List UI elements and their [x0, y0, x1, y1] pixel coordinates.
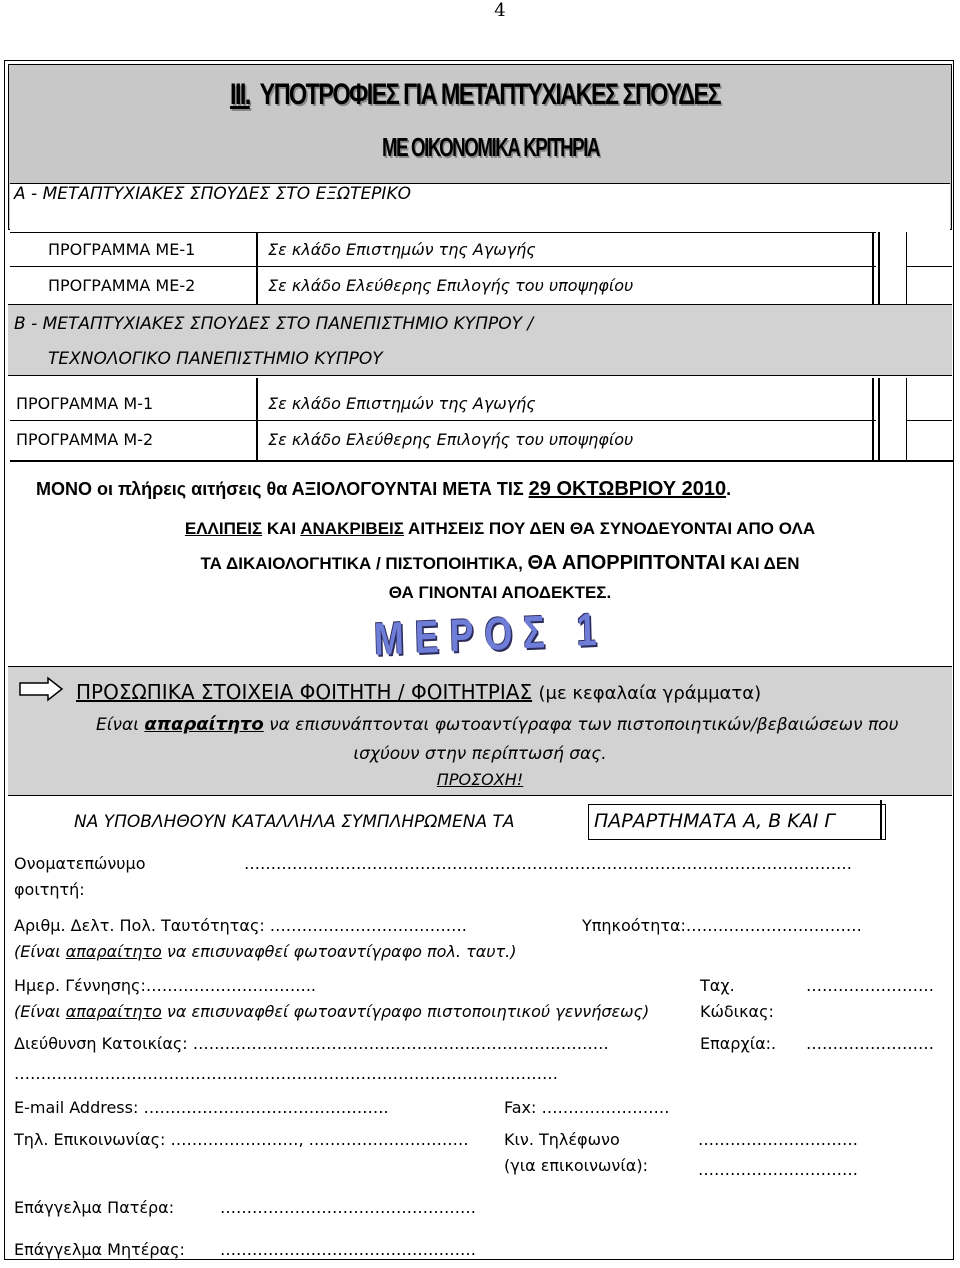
appendices-label: ΠΑΡΑΡΤΗΜΑΤΑ Α, Β ΚΑΙ Γ: [594, 810, 835, 832]
note-text: (Είναι: [14, 942, 66, 961]
id-number-field[interactable]: Αριθμ. Δελτ. Πολ. Ταυτότητας: ……………………………….: [14, 916, 467, 935]
section-a-title: Α - ΜΕΤΑΠΤΥΧΙΑΚΕΣ ΣΠΟΥΔΕΣ ΣΤΟ ΕΞΩΤΕΡΙΚΟ: [14, 184, 411, 204]
personal-heading: [76, 680, 761, 704]
phone-field[interactable]: Τηλ. Επικοινωνίας: ……………………, …………………………: [14, 1130, 469, 1149]
attention-label: ΠΡΟΣΟΧΗ!: [436, 770, 524, 789]
checkbox-m2[interactable]: [908, 422, 950, 458]
name-label: Ονοματεπώνυμο: [14, 854, 146, 873]
program-field: Σε κλάδο Ελεύθερης Επιλογής του υποψηφίου: [268, 276, 634, 295]
district-field[interactable]: ……………………: [806, 1034, 934, 1053]
mother-occupation-field[interactable]: …………………………………………: [220, 1240, 476, 1259]
table-divider: [906, 232, 907, 304]
req-emphasis: απαραίτητο: [144, 714, 264, 735]
req-text: να επισυνάπτονται φωτοαντίγραφα των πιστοποιητικών/βεβαιώσεων που: [263, 715, 899, 735]
notice-text: ΚΑΙ ΔΕΝ: [725, 554, 800, 573]
note-text: να επισυναφθεί φωτοαντίγραφο πολ. ταυτ.): [161, 942, 517, 961]
table-divider: [878, 232, 880, 304]
table-line: [10, 232, 876, 233]
personal-heading-text: ΠΡΟΣΩΠΙΚΑ ΣΤΟΙΧΕΙΑ ΦΟΙΤΗΤΗ / ΦΟΙΤΗΤΡΙΑΣ: [76, 680, 533, 704]
notice-line: ΘΑ ΓΙΝΟΝΤΑΙ ΑΠΟΔΕΚΤΕΣ.: [388, 583, 612, 602]
notice-line: [40, 546, 960, 581]
notice-word: ΕΛΛΙΠΕΙΣ: [184, 519, 263, 538]
rejection-notice: [40, 512, 960, 605]
id-note: [14, 942, 517, 961]
program-label: ΠΡΟΓΡΑΜΜΑ ΜΕ-2: [48, 276, 196, 295]
dob-note: [14, 1002, 649, 1021]
address-field-line2[interactable]: …………………………………………………………………………………………: [14, 1064, 558, 1083]
notice-period: .: [726, 479, 732, 499]
notice-text: ΤΑ ΔΙΚΑΙΟΛΟΓΗΤΙΚΑ / ΠΙΣΤΟΠΟΙΗΤΙΚΑ,: [200, 554, 528, 573]
section-subtitle: ΜΕ ΟΙΚΟΝΟΜΙΚΑ ΚΡΙΤΗΡΙΑ: [382, 132, 600, 162]
note-emphasis: απαραίτητο: [65, 1002, 162, 1021]
table-line: [10, 266, 876, 267]
checkbox-m1[interactable]: [908, 380, 950, 418]
deadline-date: 29 ΟΚΤΩΒΡΙΟΥ 2010: [528, 478, 727, 500]
note-text: να επισυναφθεί φωτοαντίγραφο πιστοποιητικού γεννήσεως): [161, 1002, 650, 1021]
notice-word: ΚΑΙ: [262, 519, 301, 538]
section-b-title: Β - ΜΕΤΑΠΤΥΧΙΑΚΕΣ ΣΠΟΥΔΕΣ ΣΤΟ ΠΑΝΕΠΙΣΤΗΜΙΟ ΚΥΠΡΟΥ /: [14, 314, 534, 334]
program-field: Σε κλάδο Επιστημών της Αγωγής: [268, 394, 536, 413]
part-title: ΜΕΡΟΣ 1: [373, 602, 609, 665]
district-label: Επαρχία:.: [700, 1034, 777, 1053]
note-text: (Είναι: [14, 1002, 66, 1021]
table-line: [10, 460, 954, 462]
program-label: ΠΡΟΓΡΑΜΜΑ ΜΕ-1: [48, 240, 196, 259]
checkbox-me2[interactable]: [908, 268, 950, 302]
table-divider: [906, 378, 907, 460]
program-field: Σε κλάδο Επιστημών της Αγωγής: [268, 240, 536, 259]
mobile-field-line2[interactable]: …………………………: [698, 1160, 858, 1179]
table-divider: [872, 232, 874, 304]
name-field[interactable]: ……………………………………………………………………………………………………: [244, 854, 852, 873]
notice-line: [40, 512, 960, 546]
evaluation-notice: [36, 478, 731, 501]
note-emphasis: απαραίτητο: [65, 942, 162, 961]
table-divider: [878, 378, 880, 460]
postal-label: Ταχ.: [700, 976, 735, 995]
notice-text: ΑΙΤΗΣΕΙΣ ΠΟΥ ΔΕΝ ΘΑ ΣΥΝΟΔΕΥΟΝΤΑΙ ΑΠΟ ΟΛΑ: [403, 519, 816, 538]
mobile-label-line2: (για επικοινωνία):: [504, 1156, 648, 1175]
section-title-text: ΥΠΟΤΡΟΦΙΕΣ ΓΙΑ ΜΕΤΑΠΤΥΧΙΑΚΕΣ ΣΠΟΥΔΕΣ: [259, 78, 720, 111]
father-occupation-field[interactable]: …………………………………………: [220, 1198, 476, 1217]
email-field[interactable]: E-mail Address: ……………………………………….: [14, 1098, 389, 1117]
requirement-note: [96, 714, 898, 735]
notice-text: ΜΟΝΟ οι πλήρεις αιτήσεις θα ΑΞΙΟΛΟΓΟΥΝΤΑΙ ΜΕΤΑ ΤΙΣ: [36, 479, 529, 499]
arrow-right-icon: [18, 676, 64, 706]
checkbox-line: [906, 266, 952, 267]
program-label: ΠΡΟΓΡΑΜΜΑ Μ-1: [16, 394, 154, 413]
table-divider: [872, 378, 874, 460]
postal-field[interactable]: ……………………: [806, 976, 934, 995]
mother-occupation-label: Επάγγελμα Μητέρας:: [14, 1240, 185, 1259]
notice-word: ΑΝΑΚΡΙΒΕΙΣ: [300, 519, 404, 538]
box-edge: [880, 800, 882, 840]
req-text: Είναι: [96, 715, 145, 735]
mobile-label: Κιν. Τηλέφωνο: [504, 1130, 620, 1149]
fax-field[interactable]: Fax: ……………………: [504, 1098, 670, 1117]
checkbox-me1[interactable]: [908, 234, 950, 264]
citizenship-field[interactable]: Υπηκοότητα:……………………………: [582, 916, 862, 935]
requirement-note-line2: ισχύουν στην περίπτωσή σας.: [353, 744, 607, 764]
section-number: III.: [230, 78, 250, 111]
address-field[interactable]: Διεύθυνση Κατοικίας: ……………………………………………………………………: [14, 1034, 609, 1053]
section-title: [230, 78, 720, 112]
postal-label-line2: Κώδικας:: [700, 1002, 774, 1021]
table-divider: [256, 378, 258, 460]
table-divider: [256, 232, 258, 304]
program-field: Σε κλάδο Ελεύθερης Επιλογής του υποψηφίου: [268, 430, 634, 449]
page-number: 4: [494, 0, 506, 21]
heading-note: (με κεφαλαία γράμματα): [538, 683, 762, 704]
submit-instruction: ΝΑ ΥΠΟΒΛΗΘΟΥΝ ΚΑΤΑΛΛΗΛΑ ΣΥΜΠΛΗΡΩΜΕΝΑ ΤΑ: [74, 812, 515, 832]
program-label: ΠΡΟΓΡΑΜΜΑ Μ-2: [16, 430, 154, 449]
notice-emphasis: ΘΑ ΑΠΟΡΡΙΠΤΟΝΤΑΙ: [527, 552, 726, 574]
checkbox-line: [906, 420, 952, 421]
name-label-line2: φοιτητή:: [14, 880, 85, 899]
section-b-title-line2: ΤΕΧΝΟΛΟΓΙΚΟ ΠΑΝΕΠΙΣΤΗΜΙΟ ΚΥΠΡΟΥ: [48, 349, 383, 369]
mobile-field[interactable]: …………………………: [698, 1130, 858, 1149]
dob-field[interactable]: Ημερ. Γέννησης:…………………………..: [14, 976, 316, 995]
table-line: [10, 420, 876, 421]
father-occupation-label: Επάγγελμα Πατέρα:: [14, 1198, 175, 1217]
